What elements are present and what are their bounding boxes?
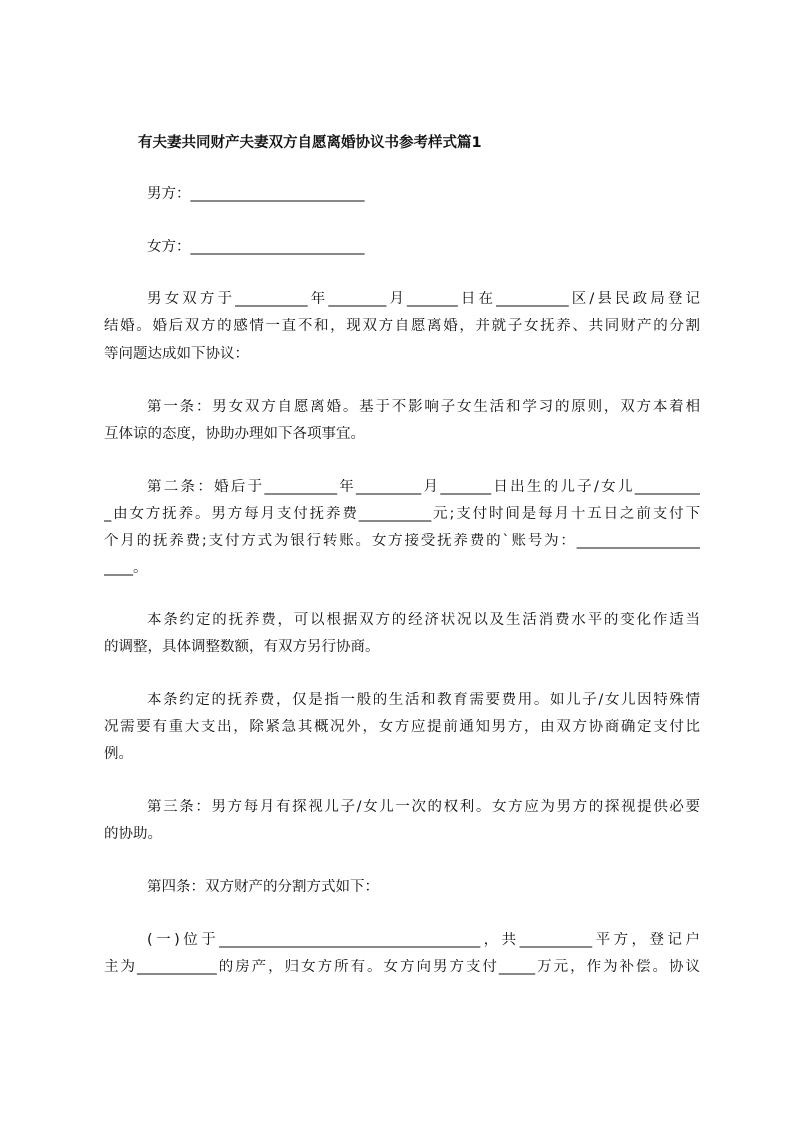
article-1-line-2: 互体谅的态度，协助办理如下各项事宜。 (104, 426, 365, 442)
article-3-line-1: 第三条：男方每月有探视儿子/女儿一次的权利。女方应为男方的探视提供必要 (147, 799, 700, 815)
article-4-item-1-line-1: (一)位于____________________________________，共__________平方，登记户 (147, 932, 700, 948)
adjust-line-2: 的调整，具体调整数额，有双方另行协商。 (104, 639, 380, 655)
general-expense-line-2: 况需要有重大支出，除紧急其概况外，女方应提前通知男方，由双方协商确定支付比 (104, 719, 700, 735)
general-expense-line-3: 例。 (104, 746, 133, 762)
intro-line-1: 男女双方于__________年________月_______日在__________区/县民政局登记 (147, 291, 700, 307)
male-party-line: 男方：________________________ (147, 186, 365, 202)
article-4-item-1-line-2: 主为___________的房产，归女方所有。女方向男方支付_____万元，作为补偿。协议 (104, 959, 700, 975)
intro-line-3: 等问题达成如下协议： (104, 346, 249, 362)
article-2-line-3: 个月的抚养费;支付方式为银行转账。女方接受抚养费的`账号为：_________________ (104, 533, 700, 549)
article-3-line-2: 的协助。 (104, 826, 162, 842)
female-party-line: 女方：________________________ (147, 239, 365, 255)
intro-line-2: 结婚。婚后双方的感情一直不和，现双方自愿离婚，并就子女抚养、共同财产的分割 (104, 318, 700, 334)
article-1-line-1: 第一条：男女双方自愿离婚。基于不影响子女生活和学习的原则，双方本着相 (147, 399, 700, 415)
article-4-heading: 第四条：双方财产的分割方式如下： (147, 879, 379, 895)
article-2-line-4: ____。 (104, 560, 148, 576)
document-title: 有夫妻共同财产夫妻双方自愿离婚协议书参考样式篇1 (138, 135, 482, 151)
general-expense-line-1: 本条约定的抚养费，仅是指一般的生活和教育需要费用。如儿子/女儿因特殊情 (147, 692, 700, 708)
article-2-line-1: 第二条：婚后于__________年_________月_______日出生的儿子/女儿_________ (147, 479, 700, 495)
adjust-line-1: 本条约定的抚养费，可以根据双方的经济状况以及生活消费水平的变化作适当 (147, 612, 700, 628)
article-2-line-2: _由女方抚养。男方每月支付抚养费__________元;支付时间是每月十五日之前支付下 (104, 506, 700, 522)
